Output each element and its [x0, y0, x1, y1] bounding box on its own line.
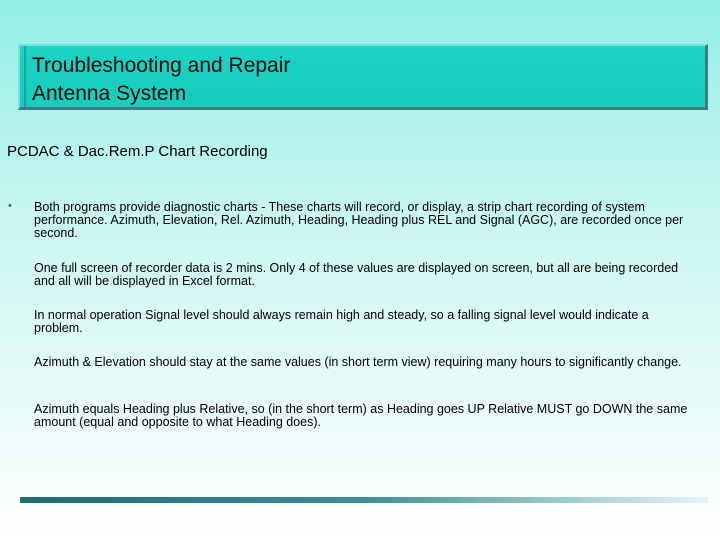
paragraph-1: Both programs provide diagnostic charts - These charts will record, or display, a strip chart recording of system performance. Azimuth, Elevation, Rel. Azimuth, Heading, Heading plus REL and Signal (AGC), are recorded once per second. [34, 200, 684, 240]
paragraph-2: One full screen of recorder data is 2 mins. Only 4 of these values are displayed on screen, but all are being recorded and all will be displayed in Excel format. [34, 261, 679, 288]
slide-title-line-1: Troubleshooting and Repair [32, 54, 291, 77]
slide-subtitle: PCDAC & Dac.Rem.P Chart Recording [7, 143, 268, 160]
slide-title-box [18, 44, 708, 110]
slide-title-line-2: Antenna System [32, 82, 187, 105]
bullet-marker: • [8, 200, 12, 212]
footer-accent-bar [20, 497, 708, 503]
paragraph-4: Azimuth & Elevation should stay at the same values (in short term view) requiring many hours to significantly change. [34, 355, 682, 369]
paragraph-5: Azimuth equals Heading plus Relative, so (in the short term) as Heading goes UP Relative MUST go DOWN the same amount (equal and opposite to what Heading does). [34, 402, 688, 429]
paragraph-3: In normal operation Signal level should always remain high and steady, so a falling signal level would indicate a problem. [34, 308, 649, 335]
